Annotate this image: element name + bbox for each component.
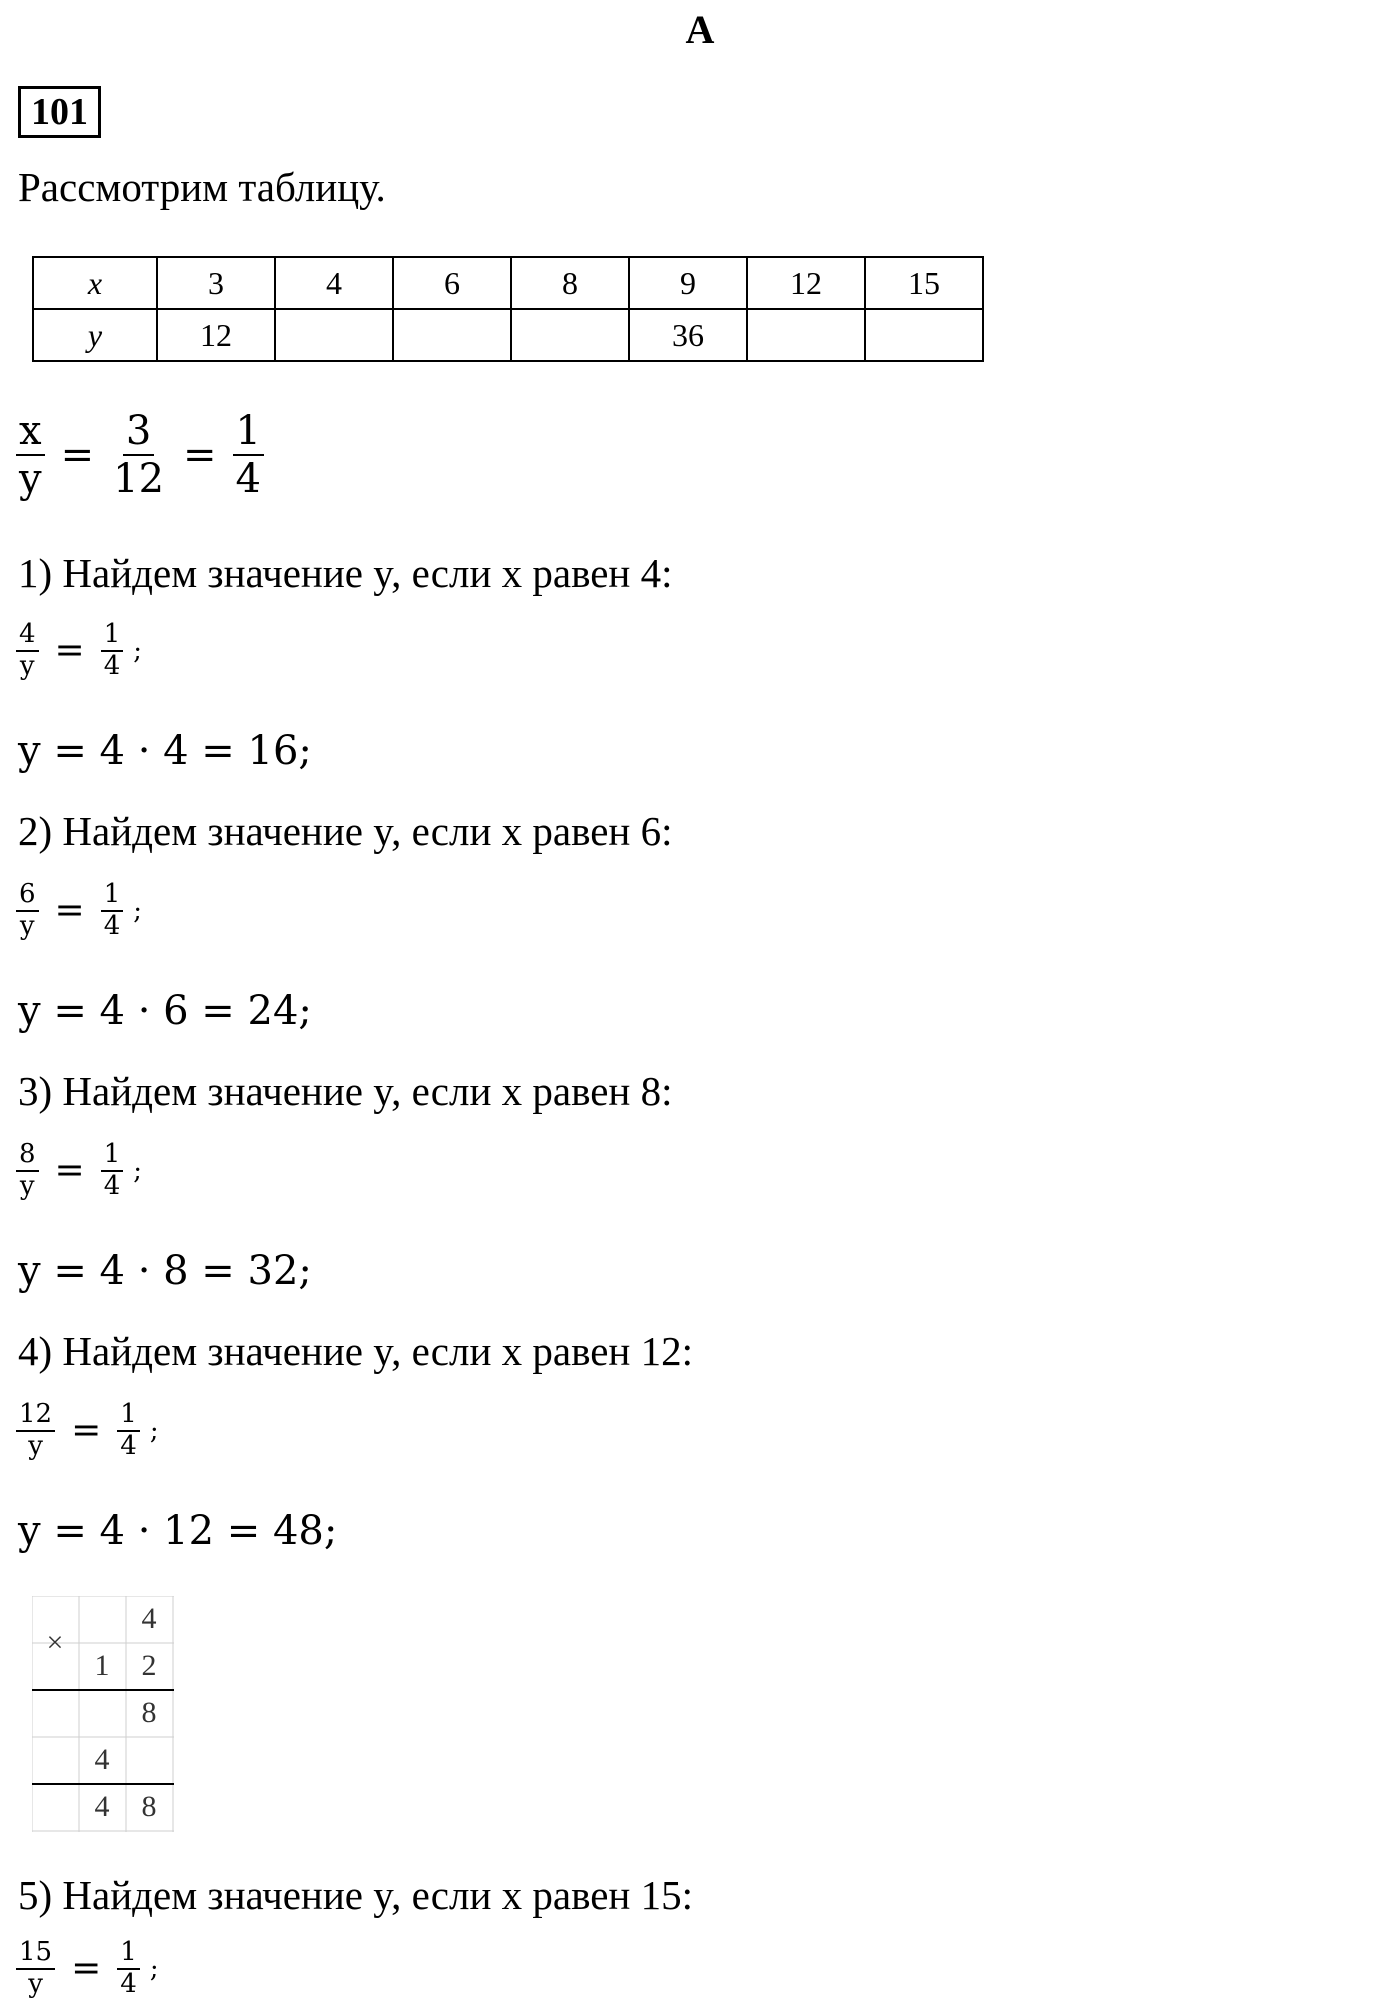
step-result: y = 4 · 4 = 16; xyxy=(18,728,312,774)
step-fraction-equation: $\frac{6}{y}$ = $\frac{1}{4}$ ; xyxy=(16,880,142,942)
values-table xyxy=(32,256,984,362)
table-cell: 9 xyxy=(629,257,747,309)
step-result: y = 4 · 6 = 24; xyxy=(18,988,312,1034)
step-title: 3) Найдем значение y, если x равен 8: xyxy=(18,1068,673,1114)
digit-cell: 8 xyxy=(141,1696,157,1729)
table-header-x: x xyxy=(33,257,157,309)
step-fraction-equation: $\frac{8}{y}$ = $\frac{1}{4}$ ; xyxy=(16,1140,142,1202)
table-cell: 6 xyxy=(393,257,511,309)
table-cell xyxy=(511,309,629,361)
table-row-y xyxy=(33,309,983,361)
table-cell: 12 xyxy=(747,257,865,309)
table-cell xyxy=(275,309,393,361)
table-row-x xyxy=(33,257,983,309)
table-cell: 36 xyxy=(629,309,747,361)
step-title: 4) Найдем значение y, если x равен 12: xyxy=(18,1328,693,1374)
table-cell: 4 xyxy=(275,257,393,309)
digit-cell: 4 xyxy=(94,1743,110,1776)
column-multiplication xyxy=(32,1596,174,1832)
digit-cell: 1 xyxy=(94,1649,110,1682)
table-cell xyxy=(747,309,865,361)
table-cell xyxy=(393,309,511,361)
step-fraction-equation: $\frac{4}{y}$ = $\frac{1}{4}$ ; xyxy=(16,620,142,682)
table-cell: 3 xyxy=(157,257,275,309)
table-header-y: y xyxy=(33,309,157,361)
ratio-equation: $\frac{x}{y}$ = $\frac{3}{12}$ = $\frac{1}{4}$ xyxy=(16,408,264,502)
table-cell: 12 xyxy=(157,309,275,361)
table-cell xyxy=(865,309,983,361)
digit-cell: 8 xyxy=(141,1790,157,1823)
step-title: 2) Найдем значение y, если x равен 6: xyxy=(18,808,673,854)
step-title: 5) Найдем значение y, если x равен 15: xyxy=(18,1872,693,1918)
table-cell: 8 xyxy=(511,257,629,309)
fraction: $\frac{1}{4}$ xyxy=(233,408,264,502)
table-cell: 15 xyxy=(865,257,983,309)
intro-text: Рассмотрим таблицу. xyxy=(18,164,386,210)
step-fraction-equation: $\frac{15}{y}$ = $\frac{1}{4}$ ; xyxy=(16,1938,159,2000)
fraction: $\frac{3}{12}$ xyxy=(113,408,165,502)
step-result: y = 4 · 12 = 48; xyxy=(18,1508,338,1554)
fraction: $\frac{x}{y}$ xyxy=(16,408,45,502)
multiply-sign: × xyxy=(46,1626,64,1659)
step-result: y = 4 · 8 = 32; xyxy=(18,1248,312,1294)
section-letter: А xyxy=(685,7,715,52)
digit-cell: 2 xyxy=(141,1649,157,1682)
problem-number: 101 xyxy=(18,86,101,138)
digit-cell: 4 xyxy=(94,1790,110,1823)
step-title: 1) Найдем значение y, если x равен 4: xyxy=(18,550,673,596)
step-fraction-equation: $\frac{12}{y}$ = $\frac{1}{4}$ ; xyxy=(16,1400,159,1462)
digit-cell: 4 xyxy=(141,1602,157,1635)
